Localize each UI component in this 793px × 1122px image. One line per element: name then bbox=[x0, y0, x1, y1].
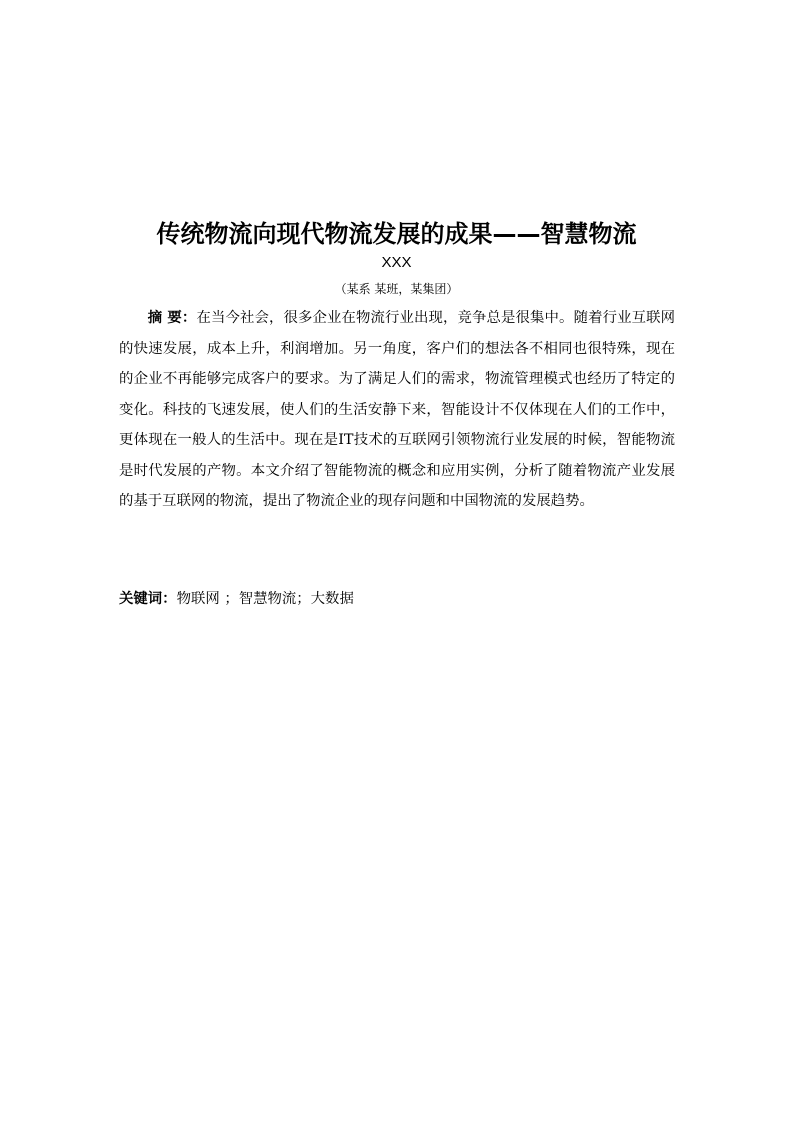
abstract-text: 在当今社会，很多企业在物流行业出现，竞争总是很集中。随着行业互联网的快速发展，成本上升，利润增加。另一角度，客户们的想法各不相同也很特殊，现在的企业不再能够完成客户的要求。为了满足人们的需求，物流管理模式也经历了特定的变化。科技的飞速发展，使人们的生活安静下来，智能设计不仅体现在人们的工作中，更体现在一般人的生活中。现在是IT技术的互联网引领物流行业发展的时候，智能物流是时代发展的产物。本文介绍了智能物流的概念和应用实例，分析了随着物流产业发展的基于互联网的物流，提出了物流企业的现存问题和中国物流的发展趋势。 bbox=[119, 310, 675, 509]
keywords-text: 物联网 ；智慧物流；大数据 bbox=[176, 591, 354, 607]
paper-title: 传统物流向现代物流发展的成果——智慧物流 bbox=[156, 220, 637, 248]
abstract-paragraph bbox=[119, 303, 675, 517]
author-affiliation: （某系 某班，某集团） bbox=[334, 282, 459, 296]
author-name: XXX bbox=[381, 254, 412, 271]
keywords-line bbox=[119, 585, 675, 613]
keywords-label: 关键词： bbox=[119, 591, 177, 607]
abstract-label: 摘 要： bbox=[147, 310, 197, 326]
